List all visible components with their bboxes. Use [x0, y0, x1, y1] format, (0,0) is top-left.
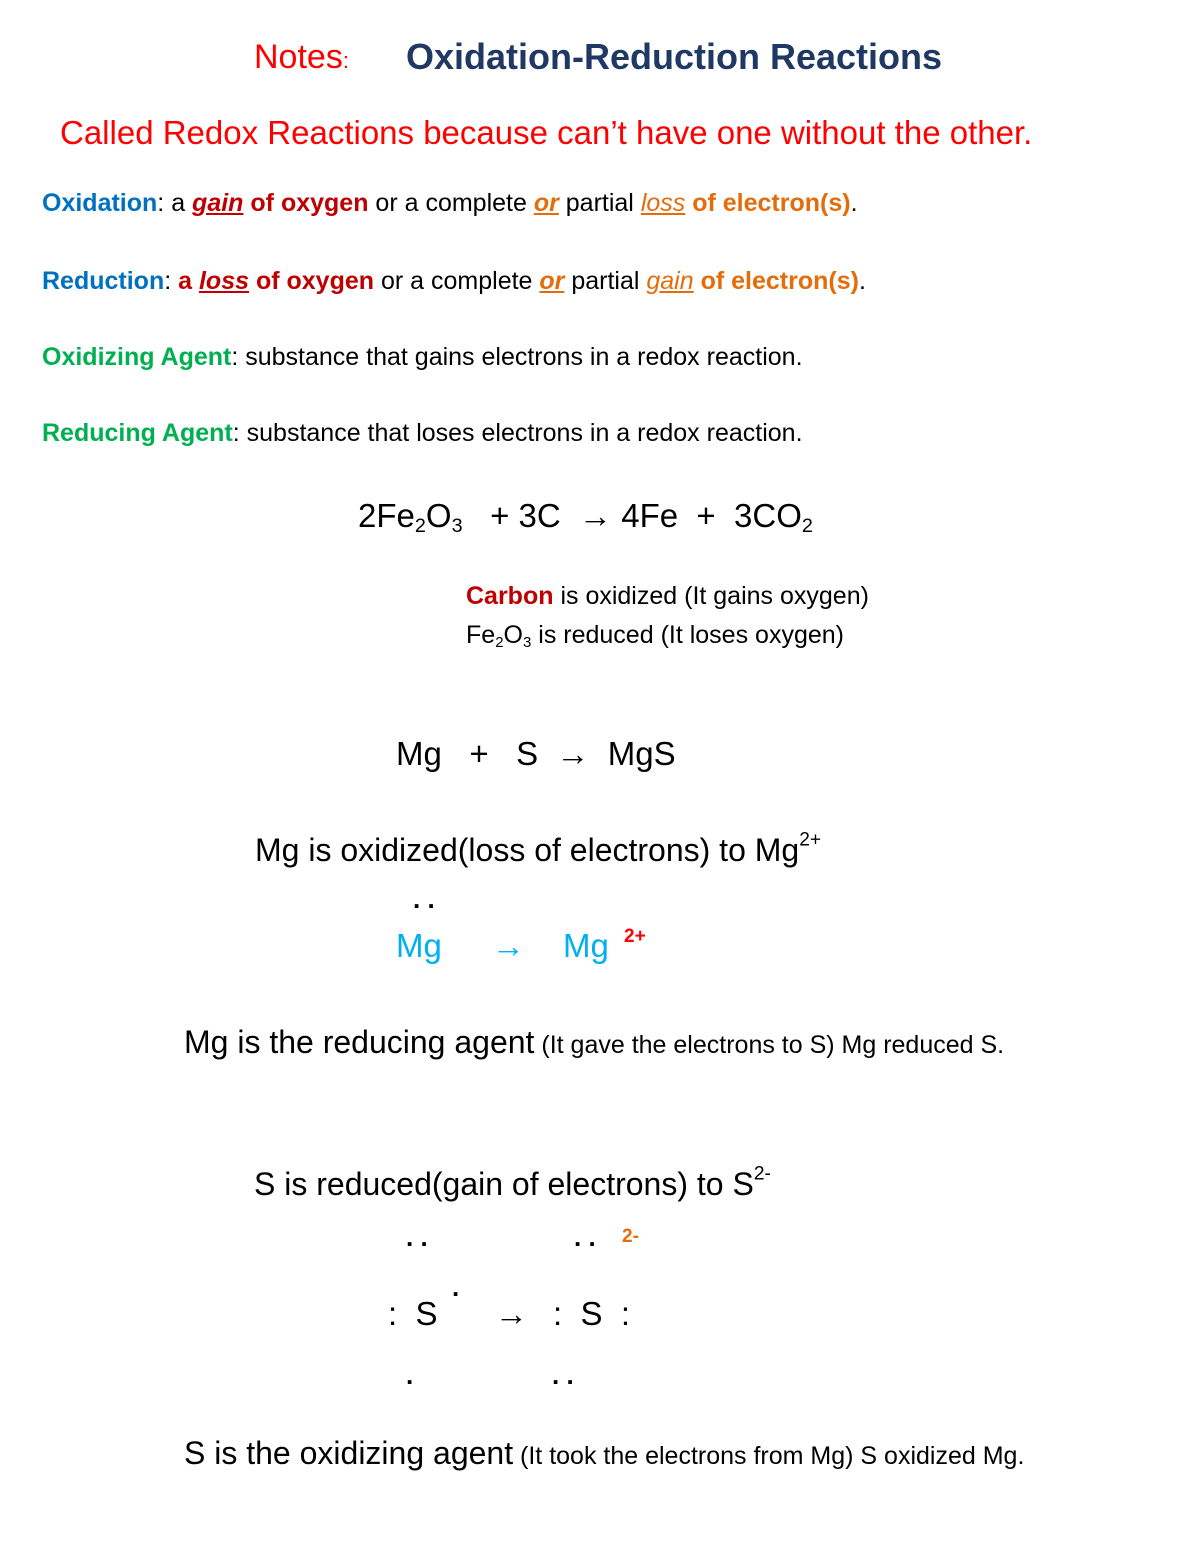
carbon-term: Carbon [466, 582, 554, 610]
notes-colon: : [342, 48, 349, 73]
s-bottom-dot-left: . [406, 1360, 414, 1390]
reduction-term: Reduction [42, 267, 165, 295]
gain-emphasis: gain [646, 267, 694, 295]
page-title: Oxidation-Reduction Reactions [406, 36, 943, 77]
or-emphasis: or [539, 267, 565, 295]
definition-reducing-agent: Reducing Agent: substance that loses electrons in a redox reaction. [42, 419, 803, 447]
definition-oxidizing-agent: Oxidizing Agent: substance that gains electrons in a redox reaction. [42, 343, 803, 371]
mg-half-reaction-arrow: → [492, 927, 525, 964]
carbon-oxidized-note: Carbon is oxidized (It gains oxygen) [466, 582, 869, 610]
notes-label: Notes [254, 38, 343, 76]
s-oxidizing-agent-statement: S is the oxidizing agent (It took the electrons from Mg) S oxidized Mg. [184, 1435, 1025, 1471]
s-bottom-dots-right: . . [552, 1360, 574, 1390]
header [254, 38, 349, 77]
equation-iron-oxide-carbon: $2Fe_2O_3 + 3C \to 4Fe + 3CO_2$ [358, 497, 813, 537]
definition-reduction: Reduction: a loss of oxygen or a complete or partial gain of electron(s). [42, 267, 866, 295]
sulfide-charge: 2- [622, 1226, 639, 1247]
loss-emphasis: loss [640, 189, 686, 217]
s-single-dot: . [452, 1272, 460, 1302]
mg-half-reaction-left: Mg [396, 927, 442, 964]
gain-emphasis: gain [192, 189, 244, 217]
definition-oxidation: Oxidation: a gain of oxygen or a complete or partial loss of electron(s). [42, 189, 858, 217]
equation-mg-s: Mg + S → MgS [396, 735, 676, 772]
s-lewis-arrow: → [495, 1295, 528, 1332]
mg-ion-charge: 2+ [624, 926, 646, 947]
mg-oxidized-statement: Mg is oxidized(loss of electrons) to $Mg^{2+}$ [255, 829, 822, 868]
mg-reducing-agent-statement: Mg is the reducing agent (It gave the electrons to S) Mg reduced S. [184, 1024, 1005, 1060]
s-reduced-statement: S is reduced(gain of electrons) to $S^{2-}$ [254, 1163, 771, 1202]
subtitle: Called Redox Reactions because can’t have one without the other. [60, 114, 1033, 151]
s-top-dots-right: . . [574, 1222, 596, 1252]
s-lewis-left: : S [388, 1295, 438, 1332]
iron-oxide-reduced-note: $Fe_2O_3$ is reduced (It loses oxygen) [466, 621, 844, 651]
s-lewis-right: : S : [553, 1295, 631, 1332]
reducing-agent-term: Reducing Agent [42, 419, 233, 447]
loss-emphasis: loss [198, 267, 250, 295]
or-emphasis: or [533, 189, 559, 217]
mg-electron-dots: . . [413, 884, 435, 914]
oxidizing-agent-term: Oxidizing Agent [42, 343, 232, 371]
mg-half-reaction-right: Mg [563, 927, 609, 964]
oxidation-term: Oxidation [42, 189, 158, 217]
s-top-dots-left: . . [406, 1222, 428, 1252]
